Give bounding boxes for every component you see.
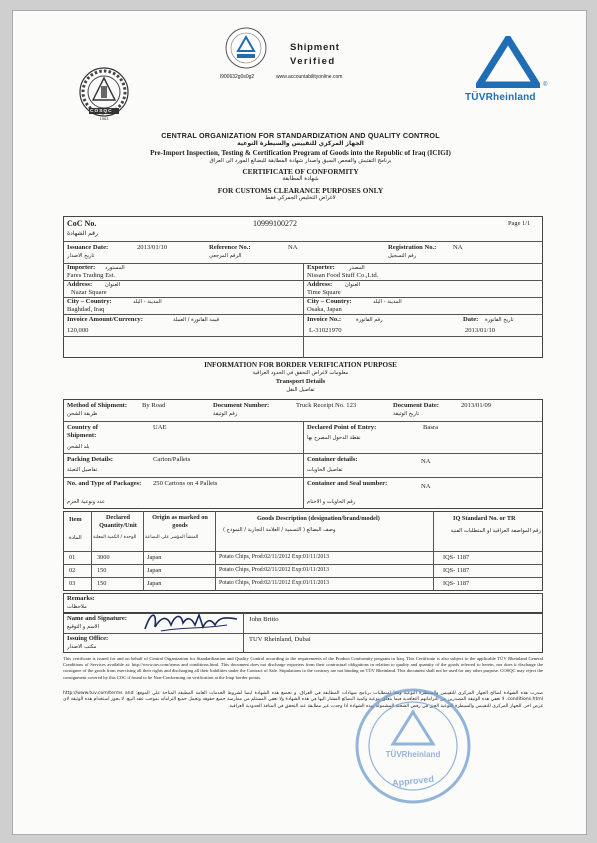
importer-label: Importer: xyxy=(67,264,96,271)
packing-label: Packing Details: xyxy=(67,456,113,463)
remarks-label-ar: ملاحظات xyxy=(67,604,87,610)
packages-label xyxy=(67,480,147,488)
col-iq-ar xyxy=(437,528,541,535)
program-en: Pre-Import Inspection, Testing & Certification Program of Goods into the Republic of Iraq (ICIGI) xyxy=(150,149,451,157)
importer-city-label-ar: المدينة - البلد xyxy=(133,299,162,305)
exporter-label-ar: المصدر xyxy=(349,265,365,271)
invoice-no-value: L-31021970 xyxy=(309,327,342,334)
reference-label: Reference No.: xyxy=(209,244,251,251)
method-label-ar: طريقة الشحن xyxy=(67,411,98,417)
row2-iq: IQS- 1187 xyxy=(443,567,470,574)
signatory-name: John Britto xyxy=(249,616,279,623)
country-label-text: Country of Shipment: xyxy=(67,424,98,439)
col-iq-ar-text: رقم المواصفة العراقية او المتطلبات الفنية xyxy=(450,528,541,534)
invoice-amount-label: Invoice Amount/Currency: xyxy=(67,316,143,323)
tuv-triangle-icon xyxy=(476,36,540,88)
method-value: By Road xyxy=(142,402,166,409)
reference-value: NA xyxy=(288,244,298,251)
col-iq: IQ Standard No. or TR xyxy=(453,515,516,522)
shipment-verified-line2: Verified xyxy=(290,56,336,67)
remarks-box xyxy=(63,593,543,613)
registration-label-ar: رقم التسجيل xyxy=(388,253,417,259)
invoice-no-label-ar: رقم الفاتورة xyxy=(356,317,383,323)
registration-label: Registration No.: xyxy=(388,244,437,251)
issuance-value: 2013/01/10 xyxy=(137,244,168,251)
row3-iq: IQS- 1187 xyxy=(443,580,470,587)
exporter-city-label-ar: المدينة - البلد xyxy=(373,299,402,305)
importer-address: Nazar Square xyxy=(71,289,107,296)
importer-address-label-ar: العنوان xyxy=(105,282,121,288)
importer-value: Fares Trading Est. xyxy=(67,272,116,279)
invoice-date-label-ar: تاريخ الفاتورة xyxy=(485,317,514,323)
col-qty-ar: الوحدة / الكمية المعلنة xyxy=(93,535,137,540)
importer-city: Baghdad, Iraq xyxy=(67,306,105,313)
docnum-value: Truck Receipt No. 123 xyxy=(296,402,357,409)
invoice-date-value: 2013/01/10 xyxy=(465,327,496,334)
col-qty xyxy=(93,514,143,529)
col-item: Item xyxy=(69,516,82,523)
docnum-label: Document Number: xyxy=(213,402,270,409)
seal-label xyxy=(307,480,407,488)
certificate-title-en: CERTIFICATE OF CONFORMITY xyxy=(242,167,359,176)
cosqc-label: COSQC xyxy=(90,109,113,114)
container-label-ar: تفاصيل الحاويات xyxy=(307,467,343,473)
verify-url[interactable]: www.accountabilityonline.com xyxy=(276,74,343,80)
row1-item: 01 xyxy=(69,554,76,561)
border-title-ar: معلومات لاغراض التحقق في الحدود العراقية xyxy=(252,370,349,376)
packages-value: 250 Cartons on 4 Pallets xyxy=(153,480,218,487)
coc-page: Page 1/1 xyxy=(508,220,531,227)
coc-label-ar: رقم الشهادة xyxy=(67,230,98,237)
transport-title-ar: تفاصيل النقل xyxy=(286,387,315,393)
border-title-en: INFORMATION FOR BORDER VERIFICATION PURPOSE xyxy=(204,361,397,369)
invoice-no-label: Invoice No.: xyxy=(307,316,342,323)
row3-item: 03 xyxy=(69,580,76,587)
coc-number: 10999100272 xyxy=(253,219,297,228)
org-title-ar: الجهاز المركزي للتقييس والسيطرة النوعية xyxy=(237,140,364,147)
tuv-seal-icon xyxy=(225,27,267,69)
registration-value: NA xyxy=(453,244,463,251)
packages-label-text: No. and Type of Packages: xyxy=(67,480,142,487)
exporter-address-label: Address: xyxy=(307,281,333,288)
method-label: Method of Shipment: xyxy=(67,402,128,409)
packing-value: Carton/Pallets xyxy=(153,456,191,463)
packages-label-ar: عدد ونوعية الحزم xyxy=(67,499,105,505)
row1-origin: Japan xyxy=(147,554,162,561)
container-label: Container details: xyxy=(307,456,358,463)
docdate-label: Document Date: xyxy=(393,402,439,409)
importer-city-label: City – Country: xyxy=(67,298,112,305)
remarks-label: Remarks: xyxy=(67,595,95,602)
exporter-label: Exporter: xyxy=(307,264,335,271)
reference-label-ar: الرقم المرجعي xyxy=(209,253,242,259)
signature-label: Name and Signature: xyxy=(67,615,127,622)
country-label xyxy=(67,424,127,440)
col-origin-ar: المنشأ المؤشر على البضاعة xyxy=(145,535,199,540)
docnum-label-ar: رقم الوثيقة xyxy=(213,411,238,417)
row3-qty: 150 xyxy=(97,580,107,587)
program-ar: برنامج التفتيش والفحص السبق واصدار شهادة المطابقة للبضائع المورد الى العراق xyxy=(209,158,392,164)
tuv-rheinland-logo xyxy=(465,36,555,111)
invoice-amount-label-ar: قيمة الفاتورة / العملة xyxy=(173,317,220,323)
footer-text-en: This certificate is issued for and on behalf of Central Organization for Standardization and Quality Control according to the requirements of the Product Conformity program in Iraq. This Certificate is also subject to the applicable TÜV Rheinland General Conditions of Services available at: http://www.tuv.com/terms and conditions.html. This document does not discharge exporters from their contractual obligations in relation to quality and quantity of the goods referred to herein, nor does it discharge the consignee of the goods from exercising all their rights and discharging all their liabilities under the Contract of Sale. Stipulations to the contrary are not binding on TÜV Rheinland. This document shall not be used for any other purpose. COSQC may reject the consignment covered by this COC if found to be Non-Conforming on verification at the Iraqi border points. xyxy=(63,656,543,680)
shipment-verified-line1: Shipment xyxy=(290,42,340,53)
svg-text:1963: 1963 xyxy=(99,116,109,121)
packing-label-ar: تفاصيل التعبئة xyxy=(67,467,98,473)
seal-value: NA xyxy=(421,483,431,490)
col-origin-text: Origin as marked on goods xyxy=(152,514,208,529)
issuance-label: Issuance Date: xyxy=(67,244,109,251)
invoice-amount-value: 120,000 xyxy=(67,327,89,334)
office-value: TUV Rheinland, Dubai xyxy=(249,636,311,643)
row1-iq: IQS- 1187 xyxy=(443,554,470,561)
issuance-label-ar: تاريخ الاصدار xyxy=(67,253,95,259)
cosqc-gear-icon xyxy=(75,66,133,126)
purpose-en: FOR CUSTOMS CLEARANCE PURPOSES ONLY xyxy=(217,186,384,195)
entry-label: Declared Point of Entry: xyxy=(307,424,377,431)
transport-title-en: Transport Details xyxy=(275,378,326,385)
seal-label-ar: رقم الحاويات و الاختام xyxy=(307,499,356,505)
seal-label-text: Container and Seal number: xyxy=(307,480,388,487)
country-label-ar: بلد الشحن xyxy=(67,444,90,450)
office-label: Issuing Office: xyxy=(67,635,109,642)
approved-stamp xyxy=(353,686,473,806)
signature-label-ar: الاسم و التوقيع xyxy=(67,624,100,630)
registered-mark: ® xyxy=(543,82,548,88)
col-desc-ar: وصف البضائع ( التسمية / العلامة التجارية / النموذج ) xyxy=(223,527,336,533)
tuv-brand: TÜVRheinland xyxy=(465,92,536,103)
col-item-ar: المادة xyxy=(69,535,82,541)
col-origin xyxy=(145,514,215,529)
cosqc-logo xyxy=(75,66,133,126)
certificate-page xyxy=(12,10,587,835)
exporter-address: Time Square xyxy=(307,289,341,296)
stamp-bottom-text: Approved xyxy=(391,773,435,789)
container-value: NA xyxy=(421,458,431,465)
row1-qty: 3000 xyxy=(97,554,110,561)
row2-item: 02 xyxy=(69,567,76,574)
row2-qty: 150 xyxy=(97,567,107,574)
importer-address-label: Address: xyxy=(67,281,93,288)
entry-value: Basra xyxy=(423,424,439,431)
row3-origin: Japan xyxy=(147,580,162,587)
stamp-top-text: TÜVRheinland xyxy=(385,750,441,759)
exporter-address-label-ar: العنوان xyxy=(345,282,361,288)
row2-origin: Japan xyxy=(147,567,162,574)
docdate-label-ar: تاريخ الوثيقة xyxy=(393,411,420,417)
row3-desc: Potato Chips, Prod:02/11/2012 Exp:01/11/2013 xyxy=(219,580,330,586)
importer-label-ar: المستورد xyxy=(105,265,125,271)
country-value: UAE xyxy=(153,424,167,431)
footer-text-ar: صدرت هذه الشهادة لصالح الجهاز المركزي للتقييس والسيطرة النوعية وفقا لمتطلبات برنامج شهادات المطابقة في العراق. و تخضع هذه الشهادة ايضا لشروط الخدمات العامة المطبقة المتاحة على الموقع: http://www.tuv.com/terms and conditions.html. لا تعفي هذه الوثيقة المصدرين من التزاماتهم التعاقدية فيما يتعلق بنوعية وكمية البضائع المشار اليها في هذه الشهادة ولا تعفي المستلم من ممارسة جميع حقوقه وتحمل جميع التزاماته بموجب عقد البيع. لا يجوز استخدام هذه الوثيقة لاي غرض اخر. للجهاز المركزي للتقييس والسيطرة النوعية الحق في رفض الشحنة المشمولة بهذه الشهادة اذا وجدت غير مطابقة عند التحقق في المنافذ الحدودية العراقية. xyxy=(63,691,543,709)
row2-desc: Potato Chips, Prod:02/11/2012 Exp:01/11/2013 xyxy=(219,567,330,573)
purpose-ar: لاغراض التخليص الجمركي فقط xyxy=(265,195,336,201)
docdate-value: 2013/01/09 xyxy=(461,402,492,409)
coc-label: CoC No. xyxy=(67,219,97,228)
exporter-city: Osaka, Japan xyxy=(307,306,342,313)
verify-code: l900632g0s0g2 xyxy=(220,74,255,80)
row1-desc: Potato Chips, Prod:02/11/2012 Exp:01/11/2013 xyxy=(219,554,330,560)
col-desc: Goods Description (designation/brand/model) xyxy=(257,515,380,522)
tuv-seal xyxy=(225,27,267,69)
invoice-date-label: Date: xyxy=(463,316,479,323)
org-title-en: CENTRAL ORGANIZATION FOR STANDARDIZATION AND QUALITY CONTROL xyxy=(161,131,440,140)
col-qty-text: Declared Quantity/Unit xyxy=(99,514,137,529)
exporter-city-label: City – Country: xyxy=(307,298,352,305)
exporter-value: Nissan Food Stuff Co.,Ltd. xyxy=(307,272,379,279)
certificate-title-ar: شهادة المطابقة xyxy=(282,176,319,182)
handwritten-signature xyxy=(141,607,241,642)
entry-label-ar: نقطة الدخول المصرح بها xyxy=(307,435,361,441)
office-label-ar: مكتب الاصدار xyxy=(67,644,97,650)
signature-scribble-icon xyxy=(141,607,241,637)
